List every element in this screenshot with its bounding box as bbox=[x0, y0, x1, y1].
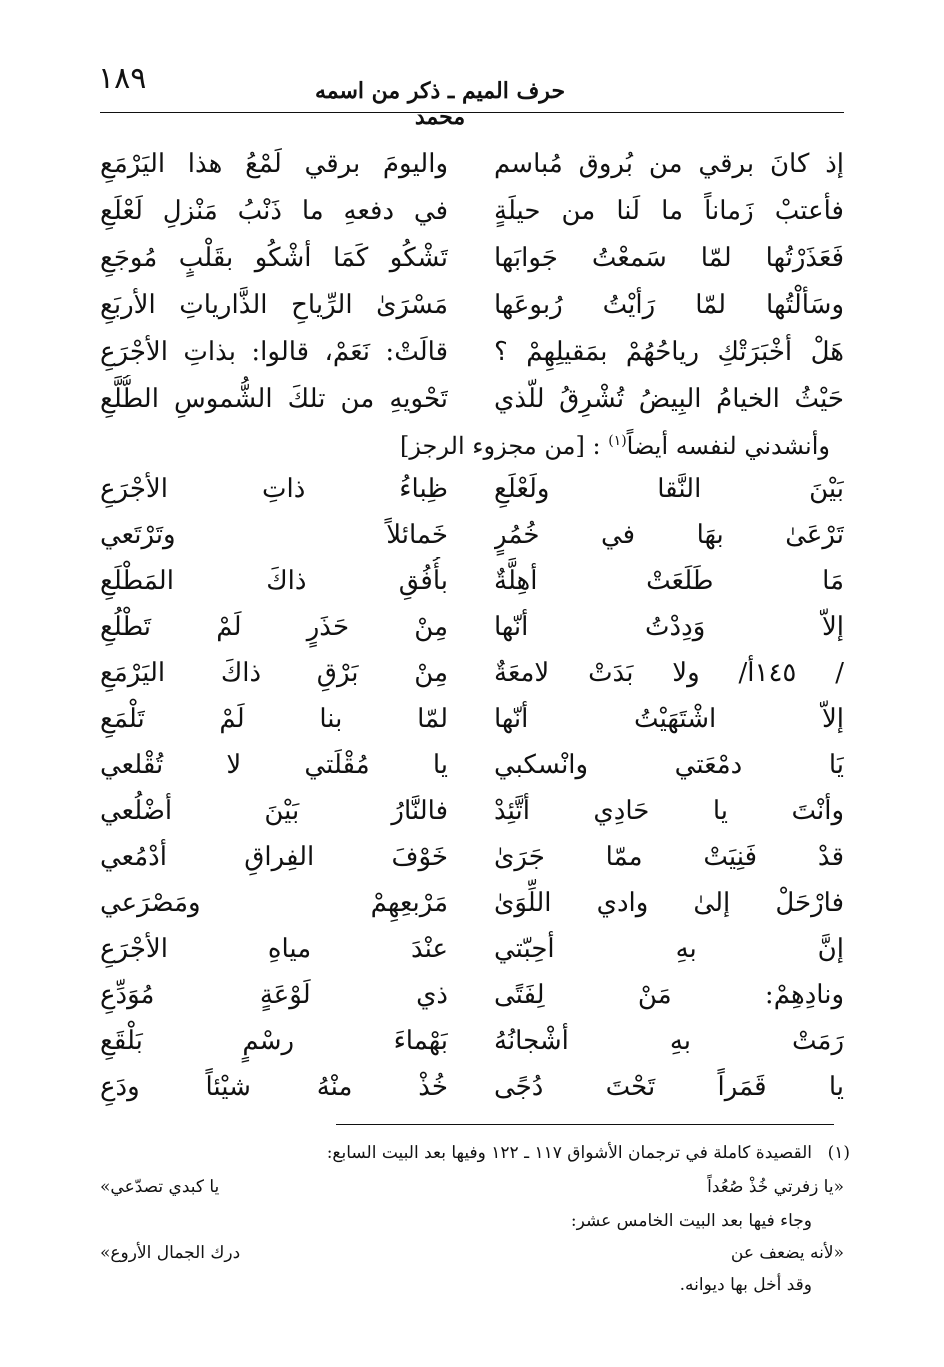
poem2-verse-1 bbox=[100, 465, 844, 513]
first-hemistich: بَيْنَ النَّقا ولَعْلَعِ bbox=[494, 474, 844, 504]
poem2-verse-2 bbox=[100, 511, 844, 559]
poem2-verse-5 bbox=[100, 649, 844, 697]
poem2-verse-6 bbox=[100, 695, 844, 743]
first-hemistich: يَا دمْعَتي وانْسكبي bbox=[494, 750, 844, 780]
poem1-verse-3 bbox=[100, 234, 844, 282]
first-hemistich: إنَّ بهِ أحِبّتي bbox=[494, 934, 844, 964]
second-hemistich: لمّا بنا لَمْ تَلْمَعِ bbox=[100, 704, 448, 734]
intro-text: وأنشدني لنفسه أيضاً bbox=[626, 432, 830, 460]
poem1-verse-6 bbox=[100, 375, 844, 423]
first-hemistich: ونادِهِمْ: مَنْ لِفَتًى bbox=[494, 980, 844, 1010]
poem2-verse-12 bbox=[100, 971, 844, 1019]
first-hemistich: فأعتبْ زَماناً ما لَنا من حيلَةٍ bbox=[494, 196, 844, 226]
footnote-text-2: وجاء فيها بعد البيت الخامس عشر: bbox=[570, 1211, 812, 1231]
second-hemistich: مِنْ حَذَرٍ لَمْ تَطْلُعِ bbox=[100, 612, 448, 642]
first-hemistich: فَعَذَرْتُها لمّا سَمعْتُ جَوابَها bbox=[494, 243, 844, 273]
first-hemistich: إذ كانَ برقي من بُروق مُباسم bbox=[494, 149, 844, 179]
poem1-verse-5 bbox=[100, 328, 844, 376]
footnote-ref: (١) bbox=[608, 433, 627, 449]
meter-label: : [من مجزوء الرجز] bbox=[399, 432, 601, 460]
second-hemistich: مَسْرَىٰ الرِّياحِ الذَّارياتِ الأربَعِ bbox=[100, 290, 448, 320]
footnote-verse2-second: درك الجمال الأروع» bbox=[100, 1243, 241, 1263]
first-hemistich: وأنْتَ يا حَادِي أتَّئِدْ bbox=[494, 796, 844, 826]
first-hemistich: فارْحَلْ إلىٰ وادي اللِّوَىٰ bbox=[494, 888, 844, 918]
poem2-verse-3 bbox=[100, 557, 844, 605]
first-hemistich: هَلْ أخْبَرَتْكِ رياحُهُمْ بمَقيلِهِمْ ؟ bbox=[494, 337, 844, 367]
first-hemistich: حَيْثُ الخيامُ البِيضُ تُشْرِقُ للّذي bbox=[494, 384, 844, 414]
second-hemistich: عنْدَ مياهِ الأجْرَعِ bbox=[100, 934, 448, 964]
second-hemistich: تَشْكُو كَمَا أشْكُو بقَلْبٍ مُوجَعِ bbox=[100, 243, 448, 273]
first-hemistich: تَرْعَىٰ بهَا في خُمُرٍ bbox=[494, 520, 844, 550]
first-hemistich: / ١٤٥أ/ ولا بَدَتْ لامعَةٌ bbox=[494, 658, 844, 688]
second-hemistich: فالنَّارُ بَيْنَ أضْلُعي bbox=[100, 796, 448, 826]
footnote-verse2-first: «لأنه يضعف عن bbox=[730, 1243, 844, 1263]
second-hemistich: ذي لَوْعَةٍ مُوَدِّعِ bbox=[100, 980, 448, 1010]
poem2-verse-4 bbox=[100, 603, 844, 651]
poem1-verse-2 bbox=[100, 187, 844, 235]
second-hemistich: خَمائلاً وتَرْتَعي bbox=[100, 520, 448, 550]
second-hemistich: خُذْ منْهُ شيْئاً ودَعِ bbox=[100, 1072, 448, 1102]
poem1-verse-1 bbox=[100, 140, 844, 188]
first-hemistich: رَمَتْ بهِ أشْجانُهُ bbox=[494, 1026, 844, 1056]
footnote-verse1-first: «يا زفرتي خُذْ صُعُداً bbox=[707, 1177, 844, 1197]
first-hemistich: إلاّ اشْتَهَيْتُ أنّها bbox=[494, 704, 844, 734]
footnote-number: (١) bbox=[827, 1143, 850, 1163]
first-hemistich: وسَألْتُها لمّا رَأيْتُ رُبوعَها bbox=[494, 290, 844, 320]
running-header: حرف الميم ـ ذكر من اسمه محمد bbox=[314, 78, 566, 130]
poem2-verse-13 bbox=[100, 1017, 844, 1065]
footnote-text-1: القصيدة كاملة في ترجمان الأشواق ١١٧ ـ ١٢٢ وفيها بعد البيت السابع: bbox=[326, 1143, 812, 1163]
first-hemistich: إلاّ وَدِدْتُ أنّها bbox=[494, 612, 844, 642]
footnote-verse1-second: يا كبدي تصدّعي» bbox=[100, 1177, 220, 1197]
first-hemistich: قدْ فَنِيَتْ ممّا جَرَىٰ bbox=[494, 842, 844, 872]
second-hemistich: بَهْماءَ رسْمٍ بَلْقَعِ bbox=[100, 1026, 448, 1056]
second-hemistich: في دفعهِ ما ذَنْبُ مَنْزلِ لَعْلَعِ bbox=[100, 196, 448, 226]
poem2-verse-14 bbox=[100, 1063, 844, 1111]
first-hemistich: يا قَمَراً تَحْتَ دُجًى bbox=[494, 1072, 844, 1102]
second-hemistich: قالَتْ: نَعَمْ، قالوا: بذاتِ الأجْرَعِ bbox=[100, 337, 448, 367]
second-hemistich: مَرْبعِهِمْ ومَصْرَعي bbox=[100, 888, 448, 918]
poem2-verse-10 bbox=[100, 879, 844, 927]
poem1-verse-4 bbox=[100, 281, 844, 329]
footnote-rule bbox=[336, 1124, 834, 1125]
second-hemistich: يا مُقْلَتي لا تُقْلعي bbox=[100, 750, 448, 780]
second-hemistich: تَحْويهِ من تلكَ الشُّموسِ الطُّلَّعِ bbox=[100, 384, 448, 414]
footnote-text-3: وقد أخل بها ديوانه. bbox=[679, 1275, 812, 1295]
poem2-verse-11 bbox=[100, 925, 844, 973]
second-hemistich: مِنْ بَرْقِ ذاكَ اليَرْمَعِ bbox=[100, 658, 448, 688]
poem2-verse-8 bbox=[100, 787, 844, 835]
header-rule bbox=[100, 112, 844, 113]
second-hemistich: واليومَ برقي لَمْعُ هذا اليَرْمَعِ bbox=[100, 149, 448, 179]
poem2-verse-7 bbox=[100, 741, 844, 789]
second-hemistich: بأُفُقِ ذاكَ المَطْلَعِ bbox=[100, 566, 448, 596]
first-hemistich: مَا طَلَعَتْ أهِلَّةٌ bbox=[494, 566, 844, 596]
poem-intro bbox=[400, 424, 830, 463]
second-hemistich: خَوْفَ الفِراقِ أدْمُعي bbox=[100, 842, 448, 872]
poem2-verse-9 bbox=[100, 833, 844, 881]
second-hemistich: ظِباءُ ذاتِ الأجْرَعِ bbox=[100, 474, 448, 504]
page-number: ١٨٩ bbox=[98, 61, 147, 96]
